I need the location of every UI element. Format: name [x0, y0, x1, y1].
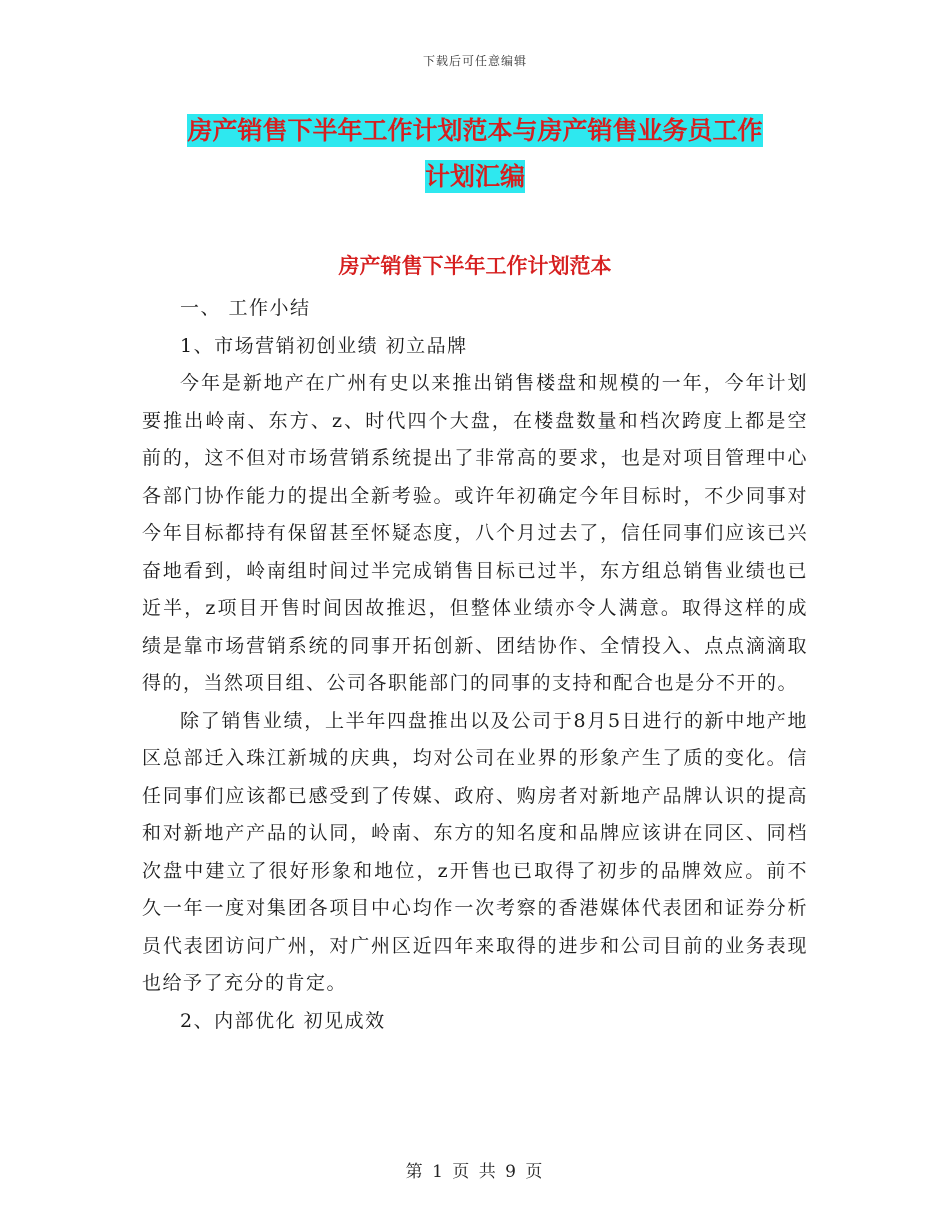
- document-title-line-1: 房产销售下半年工作计划范本与房产销售业务员工作: [187, 116, 763, 145]
- document-title: [140, 108, 810, 200]
- paragraph-1: 今年是新地产在广州有史以来推出销售楼盘和规模的一年，今年计划要推出岭南、东方、z、时代四个大盘，在楼盘数量和档次跨度上都是空前的，这不但对市场营销系统提出了非常高的要求，也是对项目管理中心各部门协作能力的提出全新考验。或许年初确定今年目标时，不少同事对今年目标都持有保留甚至怀疑态度，八个月过去了，信任同事们应该已兴奋地看到，岭南组时间过半完成销售目标已过半，东方组总销售业绩也已近半，z项目开售时间因故推迟，但整体业绩亦令人满意。取得这样的成绩是靠市场营销系统的同事开拓创新、团结协作、全情投入、点点滴滴取得的，当然项目组、公司各职能部门的同事的支持和配合也是分不开的。: [142, 372, 808, 694]
- heading-marketing: 1、市场营销初创业绩 初立品牌: [180, 334, 468, 357]
- heading-work-summary: 一、 工作小结: [180, 297, 311, 319]
- paragraph-2: 除了销售业绩，上半年四盘推出以及公司于8月5日进行的新中地产地区总部迁入珠江新城的庆典，均对公司在业界的形象产生了质的变化。信任同事们应该都已感受到了传媒、政府、购房者对新地产品牌认识的提高和对新地产产品的认同，岭南、东方的知名度和品牌应该讲在同区、同档次盘中建立了很好形象和地位，z开售也已取得了初步的品牌效应。前不久一年一度对集团各项目中心均作一次考察的香港媒体代表团和证券分析员代表团访问广州，对广州区近四年来取得的进步和公司目前的业务表现也给予了充分的肯定。: [142, 709, 808, 994]
- document-title-line-2: 计划汇编: [424, 162, 525, 191]
- page-number: 第 1 页 共 9 页: [405, 1162, 545, 1182]
- section-title: 房产销售下半年工作计划范本: [338, 254, 612, 278]
- header-note: 下载后可任意编辑: [422, 54, 527, 68]
- document-body: [142, 290, 808, 1040]
- heading-internal-optimization: 2、内部优化 初见成效: [180, 1009, 386, 1032]
